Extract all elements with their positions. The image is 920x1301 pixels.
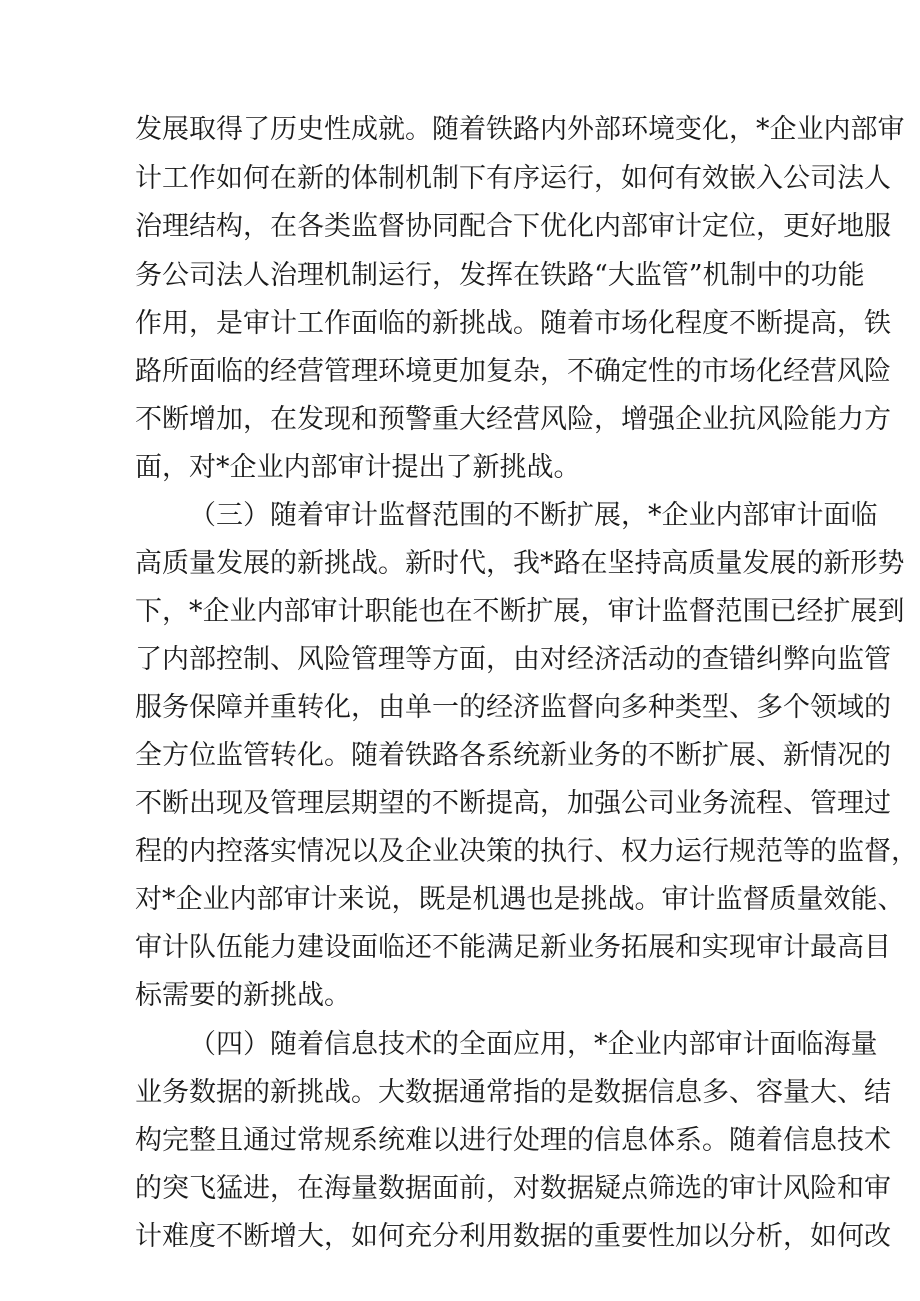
text-line: 计工作如何在新的体制机制下有序运行，如何有效嵌入公司法人 — [135, 163, 891, 194]
text-line: 审计队伍能力建设面临还不能满足新业务拓展和实现审计最高目 — [135, 932, 891, 963]
text-line: 务公司法人治理机制运行，发挥在铁路“大监管”机制中的功能 — [135, 260, 865, 291]
text-line: 下，*企业内部审计职能也在不断扩展，审计监督范围已经扩展到 — [135, 596, 905, 627]
text-line: 全方位监管转化。随着铁路各系统新业务的不断扩展、新情况的 — [135, 740, 891, 771]
text-line: 面，对*企业内部审计提出了新挑战。 — [135, 452, 581, 483]
paragraph-heading-line: （四）随着信息技术的全面应用，*企业内部审计面临海量 — [189, 1029, 878, 1060]
text-line: 不断增加，在发现和预警重大经营风险，增强企业抗风险能力方 — [135, 404, 891, 435]
text-line: 路所面临的经营管理环境更加复杂，不确定性的市场化经营风险 — [135, 356, 891, 387]
text-line: 标需要的新挑战。 — [135, 980, 351, 1011]
text-line: 发展取得了历史性成就。随着铁路内外部环境变化，*企业内部审 — [135, 114, 905, 145]
text-line: 治理结构，在各类监督协同配合下优化内部审计定位，更好地服 — [135, 211, 891, 242]
text-line: 不断出现及管理层期望的不断提高，加强公司业务流程、管理过 — [135, 788, 891, 819]
paragraph-heading-line: （三）随着审计监督范围的不断扩展，*企业内部审计面临 — [189, 500, 878, 531]
text-line: 的突飞猛进，在海量数据面前，对数据疑点筛选的审计风险和审 — [135, 1173, 891, 1204]
text-line: 程的内控落实情况以及企业决策的执行、权力运行规范等的监督， — [135, 836, 918, 867]
text-line: 作用，是审计工作面临的新挑战。随着市场化程度不断提高，铁 — [135, 308, 891, 339]
text-line: 计难度不断增大，如何充分利用数据的重要性加以分析，如何改 — [135, 1221, 891, 1252]
text-line: 对*企业内部审计来说，既是机遇也是挑战。审计监督质量效能、 — [135, 884, 905, 915]
text-line: 业务数据的新挑战。大数据通常指的是数据信息多、容量大、结 — [135, 1077, 891, 1108]
text-line: 服务保障并重转化，由单一的经济监督向多种类型、多个领域的 — [135, 692, 891, 723]
text-line: 高质量发展的新挑战。新时代，我*路在坚持高质量发展的新形势 — [135, 548, 905, 579]
text-line: 构完整且通过常规系统难以进行处理的信息体系。随着信息技术 — [135, 1125, 891, 1156]
text-line: 了内部控制、风险管理等方面，由对经济活动的查错纠弊向监管 — [135, 644, 891, 675]
